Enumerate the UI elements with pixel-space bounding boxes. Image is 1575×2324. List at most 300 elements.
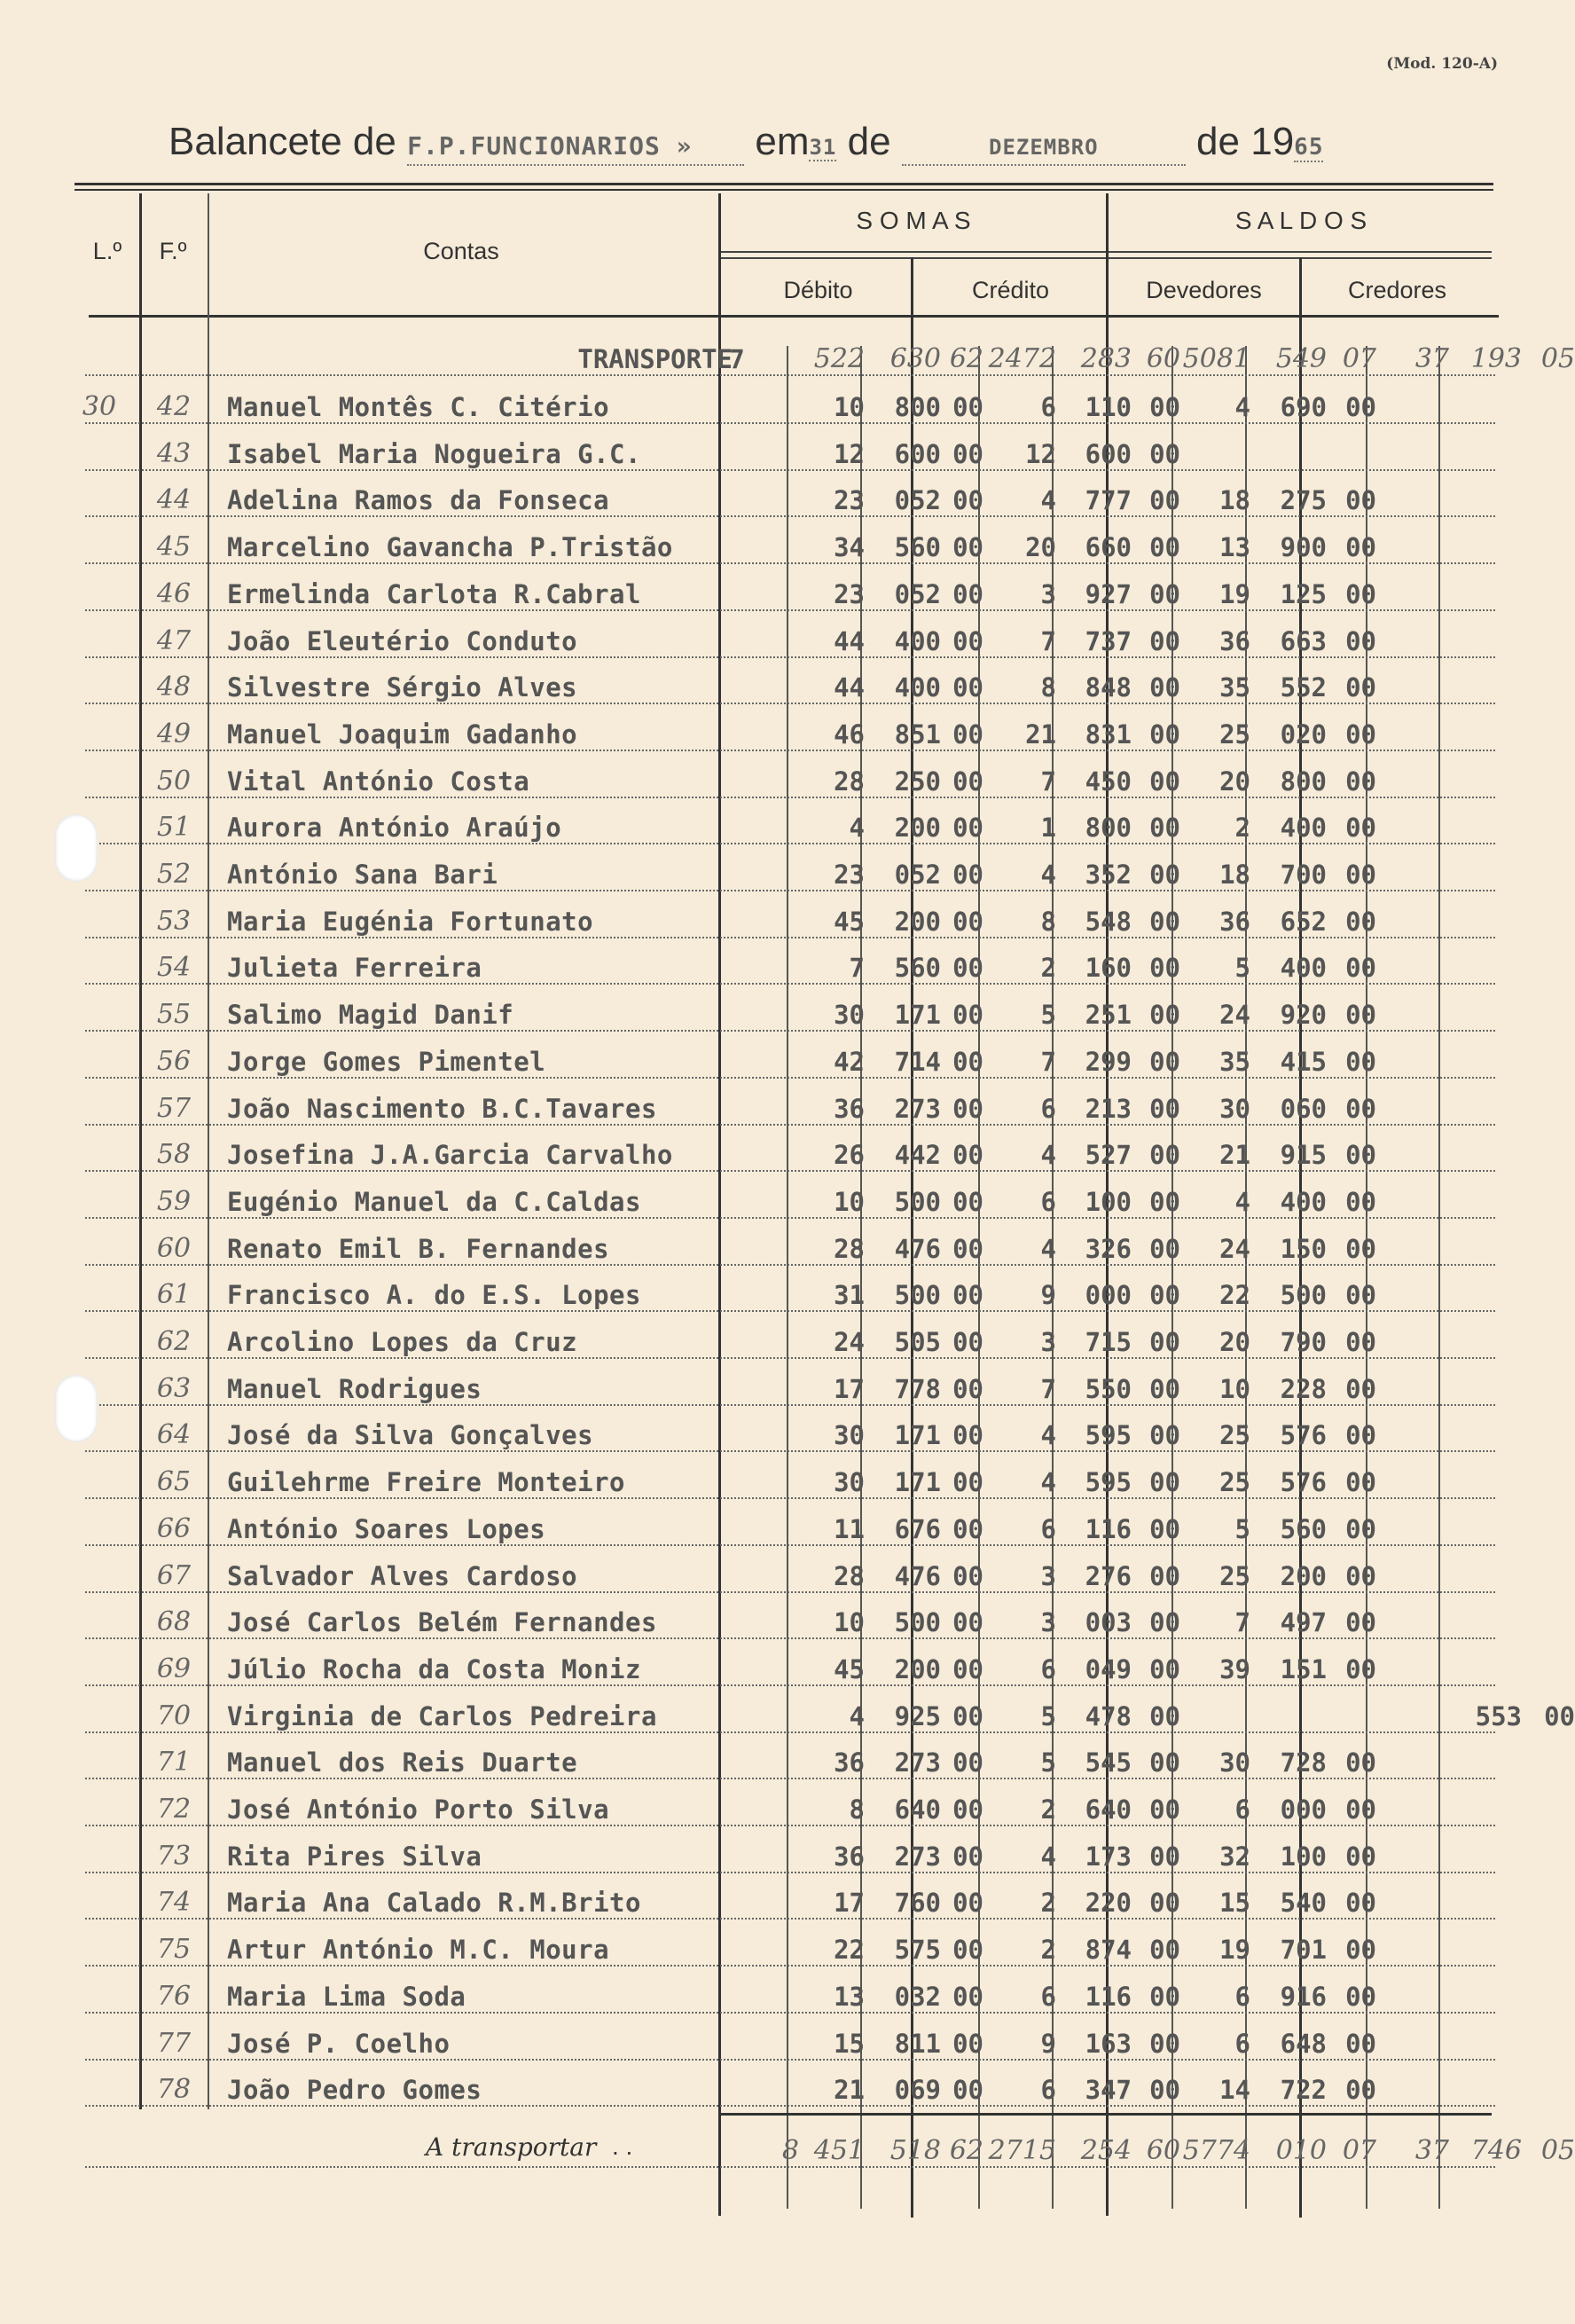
account-row: [85, 2066, 1495, 2112]
account-name: Ermelinda Carlota R.Cabral: [227, 579, 641, 609]
title-de1: de: [847, 120, 891, 163]
account-name: Salvador Alves Cardoso: [227, 1561, 578, 1591]
credito-cents: 00: [1149, 1701, 1180, 1731]
devedores-units: 652: [1280, 907, 1327, 937]
footer-credito-thousands: 2715: [988, 2135, 1056, 2166]
credito-thousands: 12: [1025, 439, 1056, 469]
entity-field: [407, 120, 744, 166]
account-name: Josefina J.A.Garcia Carvalho: [227, 1140, 673, 1170]
devedores-units: 900: [1280, 532, 1327, 562]
folio-number: 47: [156, 625, 192, 656]
credito-cents: 00: [1149, 1374, 1180, 1404]
credito-thousands: 6: [1040, 1187, 1056, 1217]
debito-thousands: 8: [849, 1794, 865, 1825]
devedores-thousands: 36: [1219, 907, 1250, 937]
folio-number: 52: [156, 859, 192, 890]
devedores-thousands: 5: [1234, 1514, 1250, 1544]
debito-thousands: 13: [834, 1982, 865, 2012]
credito-units: 450: [1085, 766, 1132, 797]
model-number: (Mod. 120-A): [1386, 55, 1498, 73]
credito-cents: 00: [1149, 1327, 1180, 1357]
credito-cents: 00: [1149, 1982, 1180, 2012]
folio-number: 48: [156, 671, 192, 703]
account-name: Maria Eugénia Fortunato: [227, 907, 594, 937]
devedores-cents: 00: [1345, 1514, 1376, 1544]
account-row: [85, 1038, 1495, 1084]
debito-units: 560: [894, 532, 941, 562]
title-rule-top: [74, 183, 1493, 185]
transport-fo: 7: [729, 344, 745, 374]
debito-units: 600: [894, 439, 941, 469]
credito-units: 550: [1085, 1374, 1132, 1404]
credito-units: 478: [1085, 1701, 1132, 1731]
account-name: Rita Pires Silva: [227, 1841, 482, 1872]
credito-cents: 00: [1149, 1514, 1180, 1544]
debito-cents: 00: [952, 860, 983, 890]
debito-thousands: 4: [849, 813, 865, 843]
footer-rule: [718, 2113, 1492, 2116]
credito-cents: 00: [1149, 672, 1180, 703]
debito-thousands: 30: [834, 1000, 865, 1030]
debito-cents: 00: [952, 1701, 983, 1731]
credores-cents: 00: [1544, 1701, 1575, 1731]
credito-thousands: 7: [1040, 1374, 1056, 1404]
transport-credores-thousands: 37: [1414, 343, 1449, 374]
debito-thousands: 44: [834, 672, 865, 703]
folio-number: 57: [156, 1093, 192, 1124]
devedores-thousands: 30: [1219, 1094, 1250, 1124]
debito-thousands: 17: [834, 1374, 865, 1404]
credito-units: 213: [1085, 1094, 1132, 1124]
debito-thousands: 28: [834, 1234, 865, 1264]
fo-header: F.º: [159, 238, 187, 264]
transport-debito-cents: 62: [949, 343, 983, 374]
devedores-thousands: 30: [1219, 1747, 1250, 1778]
credito-thousands: 2: [1040, 1794, 1056, 1825]
transport-label: TRANSPORTE: [577, 344, 733, 374]
folio-number: 65: [156, 1466, 192, 1497]
account-row: [85, 944, 1495, 990]
transport-devedores-units: 549: [1275, 343, 1327, 374]
debito-cents: 00: [952, 1374, 983, 1404]
debito-units: 052: [894, 860, 941, 890]
credito-units: 640: [1085, 1794, 1132, 1825]
footer-credores-units: 746: [1470, 2135, 1522, 2166]
debito-thousands: 26: [834, 1140, 865, 1170]
saldos-header: S A L D O S: [1234, 207, 1367, 234]
debito-thousands: 12: [834, 439, 865, 469]
folio-number: 66: [156, 1513, 192, 1544]
account-name: Eugénio Manuel da C.Caldas: [227, 1187, 641, 1217]
year-prefix: 19: [1250, 120, 1295, 163]
debito-units: 400: [894, 626, 941, 656]
account-row: [85, 523, 1495, 569]
debito-cents: 00: [952, 719, 983, 750]
devedores-cents: 00: [1345, 766, 1376, 797]
debito-thousands: 15: [834, 2029, 865, 2059]
debito-cents: 00: [952, 1935, 983, 1965]
credito-units: 326: [1085, 1234, 1132, 1264]
debito-units: 760: [894, 1888, 941, 1918]
credito-cents: 00: [1149, 1467, 1180, 1497]
credito-thousands: 3: [1040, 1327, 1056, 1357]
debito-units: 400: [894, 672, 941, 703]
footer-credito-cents: 60: [1146, 2135, 1180, 2166]
account-name: Marcelino Gavancha P.Tristão: [227, 532, 673, 562]
account-name: João Eleutério Conduto: [227, 626, 578, 656]
debito-units: 052: [894, 579, 941, 609]
devedores-units: 125: [1280, 579, 1327, 609]
devedores-units: 690: [1280, 392, 1327, 422]
debito-units: 714: [894, 1047, 941, 1077]
devedores-thousands: 20: [1219, 766, 1250, 797]
devedores-cents: 00: [1345, 719, 1376, 750]
account-row: [85, 1458, 1495, 1504]
credito-cents: 00: [1149, 813, 1180, 843]
devedores-thousands: 25: [1219, 1420, 1250, 1450]
folio-number: 56: [156, 1046, 192, 1077]
devedores-units: 400: [1280, 1187, 1327, 1217]
devedores-units: 415: [1280, 1047, 1327, 1077]
devedores-units: 060: [1280, 1094, 1327, 1124]
debito-units: 200: [894, 1654, 941, 1684]
debito-cents: 00: [952, 579, 983, 609]
credito-cents: 00: [1149, 1000, 1180, 1030]
account-name: Salimo Magid Danif: [227, 1000, 514, 1030]
account-row: [85, 570, 1495, 616]
account-row: [85, 991, 1495, 1037]
devedores-cents: 00: [1345, 1280, 1376, 1310]
transport-devedores-thousands: 5081: [1182, 343, 1250, 374]
devedores-cents: 00: [1345, 1467, 1376, 1497]
folio-number: 45: [156, 531, 192, 562]
account-name: Guilehrme Freire Monteiro: [227, 1467, 625, 1497]
devedores-thousands: 21: [1219, 1140, 1250, 1170]
debito-cents: 00: [952, 1561, 983, 1591]
folio-number: 53: [156, 906, 192, 937]
devedores-cents: 00: [1345, 1561, 1376, 1591]
folio-number: 60: [156, 1233, 192, 1264]
credito-cents: 00: [1149, 1187, 1180, 1217]
debito-cents: 00: [952, 392, 983, 422]
credito-cents: 00: [1149, 1935, 1180, 1965]
credito-units: 831: [1085, 719, 1132, 750]
binder-hole-bottom: [55, 1375, 98, 1442]
devedores-cents: 00: [1345, 626, 1376, 656]
folio-number: 68: [156, 1606, 192, 1637]
account-name: Francisco A. do E.S. Lopes: [227, 1280, 641, 1310]
devedores-cents: 00: [1345, 1000, 1376, 1030]
devedores-units: 560: [1280, 1514, 1327, 1544]
credito-thousands: 5: [1040, 1747, 1056, 1778]
credito-units: 049: [1085, 1654, 1132, 1684]
credito-units: 527: [1085, 1140, 1132, 1170]
devedores-thousands: 18: [1219, 485, 1250, 515]
credito-cents: 00: [1149, 626, 1180, 656]
debito-cents: 00: [952, 1234, 983, 1264]
footer-debito-thousands: 451: [813, 2135, 865, 2166]
devedores-cents: 00: [1345, 953, 1376, 983]
account-name: Maria Lima Soda: [227, 1982, 466, 2012]
footer-devedores-thousands: 5774: [1182, 2135, 1250, 2166]
account-row: [85, 430, 1495, 476]
footer-debito-units: 518: [889, 2135, 941, 2166]
debito-units: 273: [894, 1747, 941, 1778]
devedores-thousands: 6: [1234, 2029, 1250, 2059]
devedores-thousands: 7: [1234, 1607, 1250, 1637]
account-name: Júlio Rocha da Costa Moniz: [227, 1654, 641, 1684]
footer-fo: 8: [781, 2135, 799, 2166]
folio-number: 61: [156, 1279, 192, 1310]
devedores-thousands: 5: [1234, 953, 1250, 983]
credito-thousands: 6: [1040, 1654, 1056, 1684]
account-name: Julieta Ferreira: [227, 953, 482, 983]
page-title: [168, 120, 1323, 166]
transport-debito-units: 630: [889, 343, 941, 374]
credito-units: 116: [1085, 1982, 1132, 2012]
credito-units: 548: [1085, 907, 1132, 937]
credito-thousands: 7: [1040, 1047, 1056, 1077]
devedores-thousands: 6: [1234, 1794, 1250, 1825]
debito-thousands: 4: [849, 1701, 865, 1731]
account-name: Manuel Montês C. Citério: [227, 392, 610, 422]
ledger-number: 30: [82, 391, 117, 422]
devedores-cents: 00: [1345, 1140, 1376, 1170]
devedores-thousands: 4: [1234, 392, 1250, 422]
devedores-units: 400: [1280, 813, 1327, 843]
credito-thousands: 1: [1040, 813, 1056, 843]
debito-thousands: 30: [834, 1420, 865, 1450]
debito-units: 476: [894, 1234, 941, 1264]
account-name: João Nascimento B.C.Tavares: [227, 1094, 657, 1124]
folio-number: 43: [156, 438, 192, 469]
devedores-cents: 00: [1345, 1888, 1376, 1918]
devedores-cents: 00: [1345, 1094, 1376, 1124]
credito-cents: 00: [1149, 439, 1180, 469]
credito-thousands: 4: [1040, 485, 1056, 515]
account-name: Manuel dos Reis Duarte: [227, 1747, 578, 1778]
debito-cents: 00: [952, 1420, 983, 1450]
credito-cents: 00: [1149, 2029, 1180, 2059]
debito-units: 500: [894, 1280, 941, 1310]
credito-thousands: 6: [1040, 1982, 1056, 2012]
folio-number: 64: [156, 1419, 192, 1450]
credito-thousands: 21: [1025, 719, 1056, 750]
credito-units: 777: [1085, 485, 1132, 515]
devedores-thousands: 6: [1234, 1982, 1250, 2012]
account-name: Artur António M.C. Moura: [227, 1935, 610, 1965]
folio-number: 49: [156, 718, 192, 750]
account-name: Maria Ana Calado R.M.Brito: [227, 1888, 641, 1918]
title-prefix: Balancete de: [168, 120, 396, 163]
debito-thousands: 45: [834, 907, 865, 937]
credito-thousands: 2: [1040, 1935, 1056, 1965]
devedores-thousands: 36: [1219, 626, 1250, 656]
credito-cents: 00: [1149, 579, 1180, 609]
devedores-units: 151: [1280, 1654, 1327, 1684]
credito-units: 251: [1085, 1000, 1132, 1030]
debito-units: 069: [894, 2075, 941, 2105]
account-row: [85, 617, 1495, 663]
devedores-thousands: 35: [1219, 672, 1250, 703]
devedores-thousands: 22: [1219, 1280, 1250, 1310]
credito-units: 347: [1085, 2075, 1132, 2105]
credito-units: 660: [1085, 532, 1132, 562]
debito-thousands: 7: [849, 953, 865, 983]
credito-cents: 00: [1149, 1654, 1180, 1684]
debito-units: 925: [894, 1701, 941, 1731]
credito-cents: 00: [1149, 1047, 1180, 1077]
debito-header: Débito: [783, 277, 853, 303]
devedores-units: 150: [1280, 1234, 1327, 1264]
devedores-units: 701: [1280, 1935, 1327, 1965]
transport-credito-units: 283: [1080, 343, 1132, 374]
devedores-cents: 00: [1345, 860, 1376, 890]
credito-units: 848: [1085, 672, 1132, 703]
debito-cents: 00: [952, 1000, 983, 1030]
footer-debito-cents: 62: [949, 2135, 983, 2166]
debito-cents: 00: [952, 532, 983, 562]
folio-number: 77: [156, 2028, 192, 2059]
account-name: Isabel Maria Nogueira G.C.: [227, 439, 641, 469]
credito-units: 927: [1085, 579, 1132, 609]
credito-units: 595: [1085, 1420, 1132, 1450]
devedores-units: 540: [1280, 1888, 1327, 1918]
devedores-thousands: 20: [1219, 1327, 1250, 1357]
debito-cents: 00: [952, 1982, 983, 2012]
devedores-units: 700: [1280, 860, 1327, 890]
credito-thousands: 20: [1025, 532, 1056, 562]
devedores-units: 790: [1280, 1327, 1327, 1357]
devedores-units: 576: [1280, 1420, 1327, 1450]
devedores-thousands: 35: [1219, 1047, 1250, 1077]
debito-cents: 00: [952, 1794, 983, 1825]
debito-cents: 00: [952, 1888, 983, 1918]
devedores-units: 916: [1280, 1982, 1327, 2012]
account-row: [85, 1833, 1495, 1879]
credores-units: 553: [1475, 1701, 1522, 1731]
credito-thousands: 4: [1040, 1420, 1056, 1450]
credito-cents: 00: [1149, 1561, 1180, 1591]
account-row: [85, 711, 1495, 757]
devedores-thousands: 25: [1219, 1561, 1250, 1591]
devedores-units: 497: [1280, 1607, 1327, 1637]
credito-units: 299: [1085, 1047, 1132, 1077]
devedores-cents: 00: [1345, 1047, 1376, 1077]
devedores-thousands: 24: [1219, 1234, 1250, 1264]
devedores-units: 915: [1280, 1140, 1327, 1170]
transport-devedores-cents: 07: [1342, 343, 1376, 374]
debito-thousands: 34: [834, 532, 865, 562]
devedores-cents: 00: [1345, 1374, 1376, 1404]
devedores-thousands: 4: [1234, 1187, 1250, 1217]
account-row: [85, 1318, 1495, 1364]
debito-thousands: 36: [834, 1747, 865, 1778]
devedores-thousands: 15: [1219, 1888, 1250, 1918]
footer-credores-cents: 05: [1540, 2135, 1575, 2166]
credito-units: 595: [1085, 1467, 1132, 1497]
account-name: José da Silva Gonçalves: [227, 1420, 594, 1450]
debito-thousands: 45: [834, 1654, 865, 1684]
debito-cents: 00: [952, 1047, 983, 1077]
folio-number: 59: [156, 1186, 192, 1217]
credito-thousands: 4: [1040, 1841, 1056, 1872]
debito-thousands: 36: [834, 1094, 865, 1124]
account-row: [85, 1598, 1495, 1645]
folio-number: 74: [156, 1887, 192, 1918]
devedores-units: 500: [1280, 1280, 1327, 1310]
devedores-cents: 00: [1345, 1234, 1376, 1264]
debito-units: 851: [894, 719, 941, 750]
account-row: [85, 1739, 1495, 1785]
credito-units: 110: [1085, 392, 1132, 422]
debito-units: 273: [894, 1841, 941, 1872]
devedores-units: 400: [1280, 953, 1327, 983]
credito-units: 220: [1085, 1888, 1132, 1918]
debito-thousands: 28: [834, 1561, 865, 1591]
debito-units: 032: [894, 1982, 941, 2012]
folio-number: 46: [156, 578, 192, 609]
month-name: DEZEMBRO: [989, 135, 1099, 160]
transport-debito-thousands: 522: [813, 343, 865, 374]
devedores-units: 228: [1280, 1374, 1327, 1404]
account-name: Manuel Rodrigues: [227, 1374, 482, 1404]
devedores-thousands: 19: [1219, 579, 1250, 609]
devedores-cents: 00: [1345, 2075, 1376, 2105]
account-name: Manuel Joaquim Gadanho: [227, 719, 578, 750]
month-field: [902, 120, 1186, 166]
credito-units: 715: [1085, 1327, 1132, 1357]
account-row: [85, 476, 1495, 522]
devedores-cents: 00: [1345, 485, 1376, 515]
debito-cents: 00: [952, 2029, 983, 2059]
devedores-cents: 00: [1345, 2029, 1376, 2059]
debito-cents: 00: [952, 1654, 983, 1684]
devedores-thousands: 25: [1219, 719, 1250, 750]
account-row: [85, 1645, 1495, 1692]
lo-header: L.º: [92, 238, 122, 264]
credito-units: 276: [1085, 1561, 1132, 1591]
debito-cents: 00: [952, 2075, 983, 2105]
credito-thousands: 5: [1040, 1000, 1056, 1030]
account-row: [85, 758, 1495, 804]
debito-thousands: 22: [834, 1935, 865, 1965]
credito-units: 545: [1085, 1747, 1132, 1778]
debito-cents: 00: [952, 813, 983, 843]
folio-number: 69: [156, 1653, 192, 1684]
account-name: Silvestre Sérgio Alves: [227, 672, 578, 703]
account-row: [85, 851, 1495, 897]
account-row: [85, 1085, 1495, 1131]
folio-number: 78: [156, 2074, 192, 2105]
credito-cents: 00: [1149, 392, 1180, 422]
account-row: [85, 804, 1495, 850]
credito-thousands: 6: [1040, 392, 1056, 422]
folio-number: 62: [156, 1326, 192, 1357]
debito-units: 676: [894, 1514, 941, 1544]
devedores-cents: 00: [1345, 1982, 1376, 2012]
credito-header: Crédito: [971, 277, 1050, 303]
devedores-units: 200: [1280, 1561, 1327, 1591]
debito-units: 250: [894, 766, 941, 797]
account-row: [85, 1225, 1495, 1271]
transport-credores-units: 193: [1470, 343, 1522, 374]
debito-units: 171: [894, 1467, 941, 1497]
account-row: [85, 1926, 1495, 1972]
credito-cents: 00: [1149, 953, 1180, 983]
folio-number: 51: [156, 812, 192, 843]
year-suffix: 65: [1294, 134, 1324, 161]
